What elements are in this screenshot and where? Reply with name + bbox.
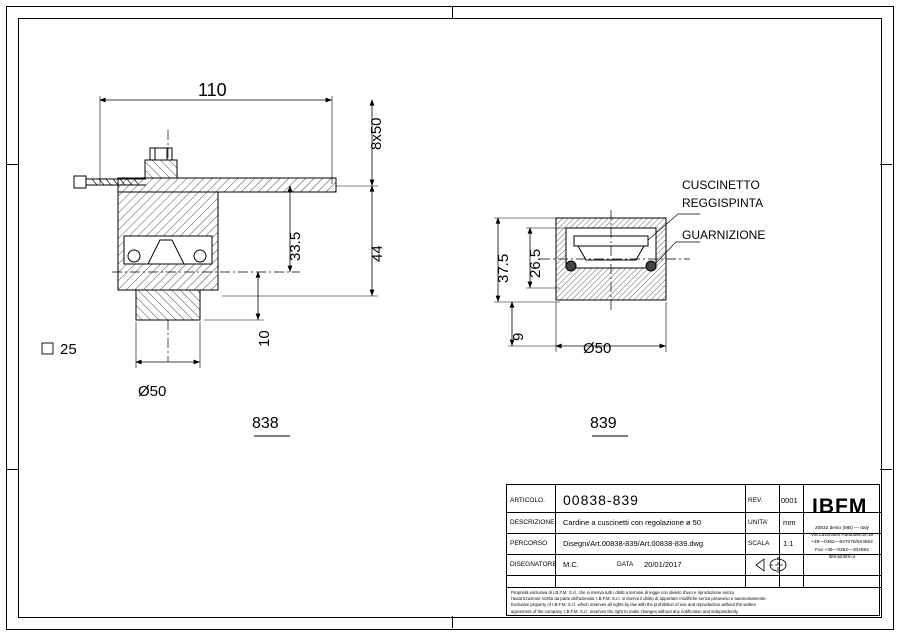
- disegnatore-label: DISEGNATORE: [510, 560, 557, 568]
- descrizione-label: DESCRIZIONE: [510, 518, 555, 526]
- dim-37-5: 37.5: [495, 253, 512, 283]
- dim-44: 44: [369, 245, 386, 262]
- title-block: [506, 484, 880, 616]
- divider: [745, 485, 746, 587]
- address-line: Fax +39—0362—302692: [815, 547, 869, 553]
- rev-value: 0001: [781, 495, 798, 505]
- address-line: ibfm@ibfm.it: [828, 554, 856, 560]
- part-number-838: 838: [252, 415, 279, 432]
- address-line: 20832 desio (MB) — Italy: [814, 526, 870, 531]
- dim-8x50: 8x50: [368, 117, 385, 150]
- dim-diameter-50-left: Ø50: [138, 383, 167, 400]
- part-number-839: 839: [590, 415, 617, 432]
- disegnatore-value: M.C.: [563, 559, 579, 569]
- scala-label: SCALA: [748, 539, 770, 547]
- percorso-label: PERCORSO: [510, 539, 548, 547]
- dim-26-5: 26.5: [527, 248, 544, 278]
- address-line: Via Lavoratori Autobianchi,18: [810, 533, 874, 539]
- data-label: DATA: [617, 560, 634, 568]
- data-value: 20/01/2017: [644, 559, 682, 569]
- scala-value: 1:1: [783, 538, 794, 548]
- dim-square-25: 25: [60, 341, 77, 358]
- unita-value: mm: [783, 517, 796, 527]
- company-address: [805, 525, 879, 561]
- legal-line: Proprietà esclusiva di I.B.F.M. S.r.l. che si riserva tutti i diritti a termine di legge con divieto d'uso e riproduzione senza: [511, 590, 734, 595]
- legal-line: Exclusive property of I.B.F.M. S.r.l. which reserves all rights by law with the prohibition of use and reproduction without the written: [511, 602, 757, 608]
- address-line: +39—0362—627078/624502: [811, 540, 873, 546]
- dim-diameter-50-right: Ø50: [583, 340, 612, 357]
- legal-line: l'autorizzazione scritta da parte dell'azienda. I.B.F.M. S.r.l. si riserva il diritto di apportare modifiche senza preavviso e autonomamente.: [511, 596, 767, 602]
- articolo-label: ARTICOLO.: [510, 496, 545, 504]
- percorso-value: Disegni/Art.00838-839/Art.00838-839.dwg: [563, 538, 704, 548]
- rev-label: REV.: [748, 496, 763, 504]
- callout-guarnizione: GUARNIZIONE: [682, 228, 766, 242]
- dim-110: 110: [198, 80, 227, 100]
- divider: [803, 485, 804, 587]
- divider: [507, 575, 881, 576]
- unita-label: UNITA': [748, 518, 769, 526]
- articolo-value: 00838-839: [563, 492, 639, 508]
- company-logo: IBFM: [812, 495, 868, 518]
- descrizione-value: Cardine a cuscinetti con regolazione ø 50: [563, 517, 701, 527]
- legal-line: agreement of the company. I.B.F.M. S.r.l. reserves the right to make changes without any notification and independently.: [511, 608, 739, 614]
- callout-reggispinta: REGGISPINTA: [682, 196, 764, 210]
- dim-9: 9: [510, 332, 527, 341]
- dim-33-5: 33.5: [287, 231, 304, 261]
- dim-10: 10: [256, 330, 273, 347]
- legal-notice: [507, 588, 889, 617]
- callout-cuscinetto: CUSCINETTO: [682, 178, 760, 192]
